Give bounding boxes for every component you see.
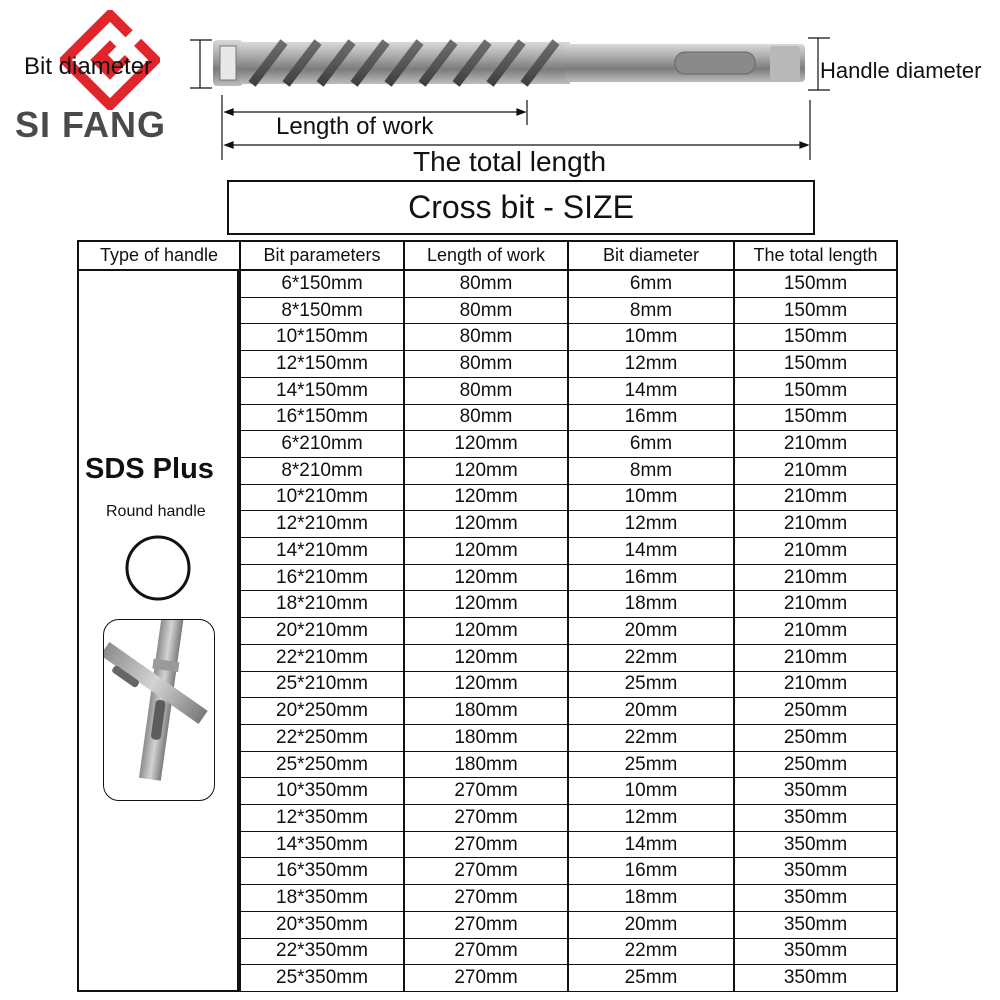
cell-total-length: 150mm xyxy=(733,351,898,378)
cell-length-of-work: 270mm xyxy=(403,965,569,992)
cell-bit-parameters: 25*210mm xyxy=(239,672,405,699)
cell-bit-diameter: 22mm xyxy=(567,645,735,672)
cell-bit-diameter: 8mm xyxy=(567,298,735,325)
cell-length-of-work: 80mm xyxy=(403,271,569,298)
cell-total-length: 350mm xyxy=(733,885,898,912)
cell-bit-parameters: 20*250mm xyxy=(239,698,405,725)
bit-diameter-label: Bit diameter xyxy=(24,53,153,80)
handle-shape-label: Round handle xyxy=(106,503,206,520)
cell-bit-diameter: 14mm xyxy=(567,538,735,565)
cell-bit-diameter: 18mm xyxy=(567,591,735,618)
cell-bit-diameter: 25mm xyxy=(567,752,735,779)
cell-length-of-work: 80mm xyxy=(403,378,569,405)
cell-total-length: 210mm xyxy=(733,511,898,538)
cell-length-of-work: 80mm xyxy=(403,405,569,432)
cell-bit-diameter: 10mm xyxy=(567,324,735,351)
cell-bit-diameter: 10mm xyxy=(567,485,735,512)
cell-length-of-work: 270mm xyxy=(403,885,569,912)
cell-length-of-work: 270mm xyxy=(403,912,569,939)
cell-bit-diameter: 25mm xyxy=(567,965,735,992)
cell-bit-diameter: 10mm xyxy=(567,778,735,805)
header-bit-parameters: Bit parameters xyxy=(239,240,405,271)
total-length-label: The total length xyxy=(413,146,607,177)
cell-total-length: 350mm xyxy=(733,939,898,966)
header-total-length: The total length xyxy=(733,240,898,271)
shank-photo-frame xyxy=(103,619,215,801)
cell-bit-diameter: 14mm xyxy=(567,378,735,405)
cell-bit-diameter: 22mm xyxy=(567,725,735,752)
cell-length-of-work: 180mm xyxy=(403,752,569,779)
cell-bit-diameter: 8mm xyxy=(567,458,735,485)
cell-length-of-work: 270mm xyxy=(403,778,569,805)
cell-bit-diameter: 16mm xyxy=(567,405,735,432)
table-title: Cross bit - SIZE xyxy=(227,180,815,235)
length-of-work-label: Length of work xyxy=(276,113,434,140)
cell-bit-diameter: 22mm xyxy=(567,939,735,966)
cell-bit-diameter: 20mm xyxy=(567,618,735,645)
cell-bit-parameters: 25*250mm xyxy=(239,752,405,779)
cell-bit-parameters: 22*250mm xyxy=(239,725,405,752)
cell-bit-parameters: 25*350mm xyxy=(239,965,405,992)
cell-bit-diameter: 20mm xyxy=(567,912,735,939)
cell-total-length: 250mm xyxy=(733,698,898,725)
cell-length-of-work: 120mm xyxy=(403,565,569,592)
cell-bit-diameter: 12mm xyxy=(567,351,735,378)
cell-total-length: 150mm xyxy=(733,298,898,325)
cell-bit-parameters: 12*210mm xyxy=(239,511,405,538)
cell-total-length: 250mm xyxy=(733,752,898,779)
cell-bit-parameters: 22*350mm xyxy=(239,939,405,966)
cell-bit-parameters: 14*150mm xyxy=(239,378,405,405)
cell-length-of-work: 180mm xyxy=(403,698,569,725)
cell-total-length: 350mm xyxy=(733,858,898,885)
cell-total-length: 210mm xyxy=(733,538,898,565)
cell-bit-parameters: 16*210mm xyxy=(239,565,405,592)
cell-bit-diameter: 6mm xyxy=(567,431,735,458)
cell-length-of-work: 120mm xyxy=(403,538,569,565)
cell-total-length: 150mm xyxy=(733,405,898,432)
handle-type-cell xyxy=(77,271,239,992)
cell-length-of-work: 120mm xyxy=(403,511,569,538)
cell-bit-parameters: 18*210mm xyxy=(239,591,405,618)
cell-bit-parameters: 8*210mm xyxy=(239,458,405,485)
cell-length-of-work: 120mm xyxy=(403,485,569,512)
cell-bit-parameters: 12*150mm xyxy=(239,351,405,378)
brand-name: SI FANG xyxy=(15,104,167,145)
cell-total-length: 210mm xyxy=(733,672,898,699)
handle-type-name: SDS Plus xyxy=(85,453,214,485)
cell-length-of-work: 120mm xyxy=(403,672,569,699)
cell-bit-parameters: 16*150mm xyxy=(239,405,405,432)
cell-length-of-work: 270mm xyxy=(403,858,569,885)
sds-shank-photo-icon xyxy=(104,620,215,801)
cell-bit-parameters: 18*350mm xyxy=(239,885,405,912)
cell-length-of-work: 120mm xyxy=(403,645,569,672)
cell-total-length: 150mm xyxy=(733,324,898,351)
handle-diameter-label: Handle diameter xyxy=(820,58,982,83)
cell-total-length: 210mm xyxy=(733,485,898,512)
cell-bit-parameters: 22*210mm xyxy=(239,645,405,672)
cell-bit-parameters: 6*150mm xyxy=(239,271,405,298)
cell-total-length: 350mm xyxy=(733,778,898,805)
cell-bit-parameters: 8*150mm xyxy=(239,298,405,325)
round-handle-icon xyxy=(123,533,193,603)
cell-bit-parameters: 10*150mm xyxy=(239,324,405,351)
cell-length-of-work: 80mm xyxy=(403,324,569,351)
cell-bit-diameter: 14mm xyxy=(567,832,735,859)
cell-length-of-work: 270mm xyxy=(403,832,569,859)
cell-bit-parameters: 14*350mm xyxy=(239,832,405,859)
cell-total-length: 350mm xyxy=(733,912,898,939)
cell-length-of-work: 120mm xyxy=(403,431,569,458)
cell-bit-parameters: 20*350mm xyxy=(239,912,405,939)
cell-bit-parameters: 10*350mm xyxy=(239,778,405,805)
cell-total-length: 250mm xyxy=(733,725,898,752)
cell-bit-parameters: 16*350mm xyxy=(239,858,405,885)
cell-total-length: 210mm xyxy=(733,458,898,485)
cell-length-of-work: 80mm xyxy=(403,351,569,378)
cell-total-length: 210mm xyxy=(733,618,898,645)
cell-total-length: 210mm xyxy=(733,431,898,458)
cell-total-length: 350mm xyxy=(733,832,898,859)
cell-total-length: 210mm xyxy=(733,591,898,618)
cell-bit-diameter: 6mm xyxy=(567,271,735,298)
cell-total-length: 350mm xyxy=(733,805,898,832)
cell-length-of-work: 120mm xyxy=(403,591,569,618)
cell-length-of-work: 270mm xyxy=(403,805,569,832)
cell-bit-diameter: 16mm xyxy=(567,858,735,885)
cell-bit-diameter: 16mm xyxy=(567,565,735,592)
cell-total-length: 210mm xyxy=(733,565,898,592)
cell-total-length: 350mm xyxy=(733,965,898,992)
cell-length-of-work: 80mm xyxy=(403,298,569,325)
header-type-of-handle: Type of handle xyxy=(77,240,241,271)
cell-total-length: 150mm xyxy=(733,271,898,298)
cell-bit-diameter: 12mm xyxy=(567,805,735,832)
cell-total-length: 150mm xyxy=(733,378,898,405)
header-length-of-work: Length of work xyxy=(403,240,569,271)
cell-length-of-work: 180mm xyxy=(403,725,569,752)
cell-total-length: 210mm xyxy=(733,645,898,672)
cell-bit-diameter: 12mm xyxy=(567,511,735,538)
cell-bit-parameters: 20*210mm xyxy=(239,618,405,645)
header-bit-diameter: Bit diameter xyxy=(567,240,735,271)
cell-bit-diameter: 25mm xyxy=(567,672,735,699)
cell-bit-parameters: 14*210mm xyxy=(239,538,405,565)
cell-bit-parameters: 10*210mm xyxy=(239,485,405,512)
cell-bit-diameter: 18mm xyxy=(567,885,735,912)
cell-bit-parameters: 12*350mm xyxy=(239,805,405,832)
cell-length-of-work: 120mm xyxy=(403,618,569,645)
cell-length-of-work: 270mm xyxy=(403,939,569,966)
cell-length-of-work: 120mm xyxy=(403,458,569,485)
cell-bit-parameters: 6*210mm xyxy=(239,431,405,458)
cell-bit-diameter: 20mm xyxy=(567,698,735,725)
